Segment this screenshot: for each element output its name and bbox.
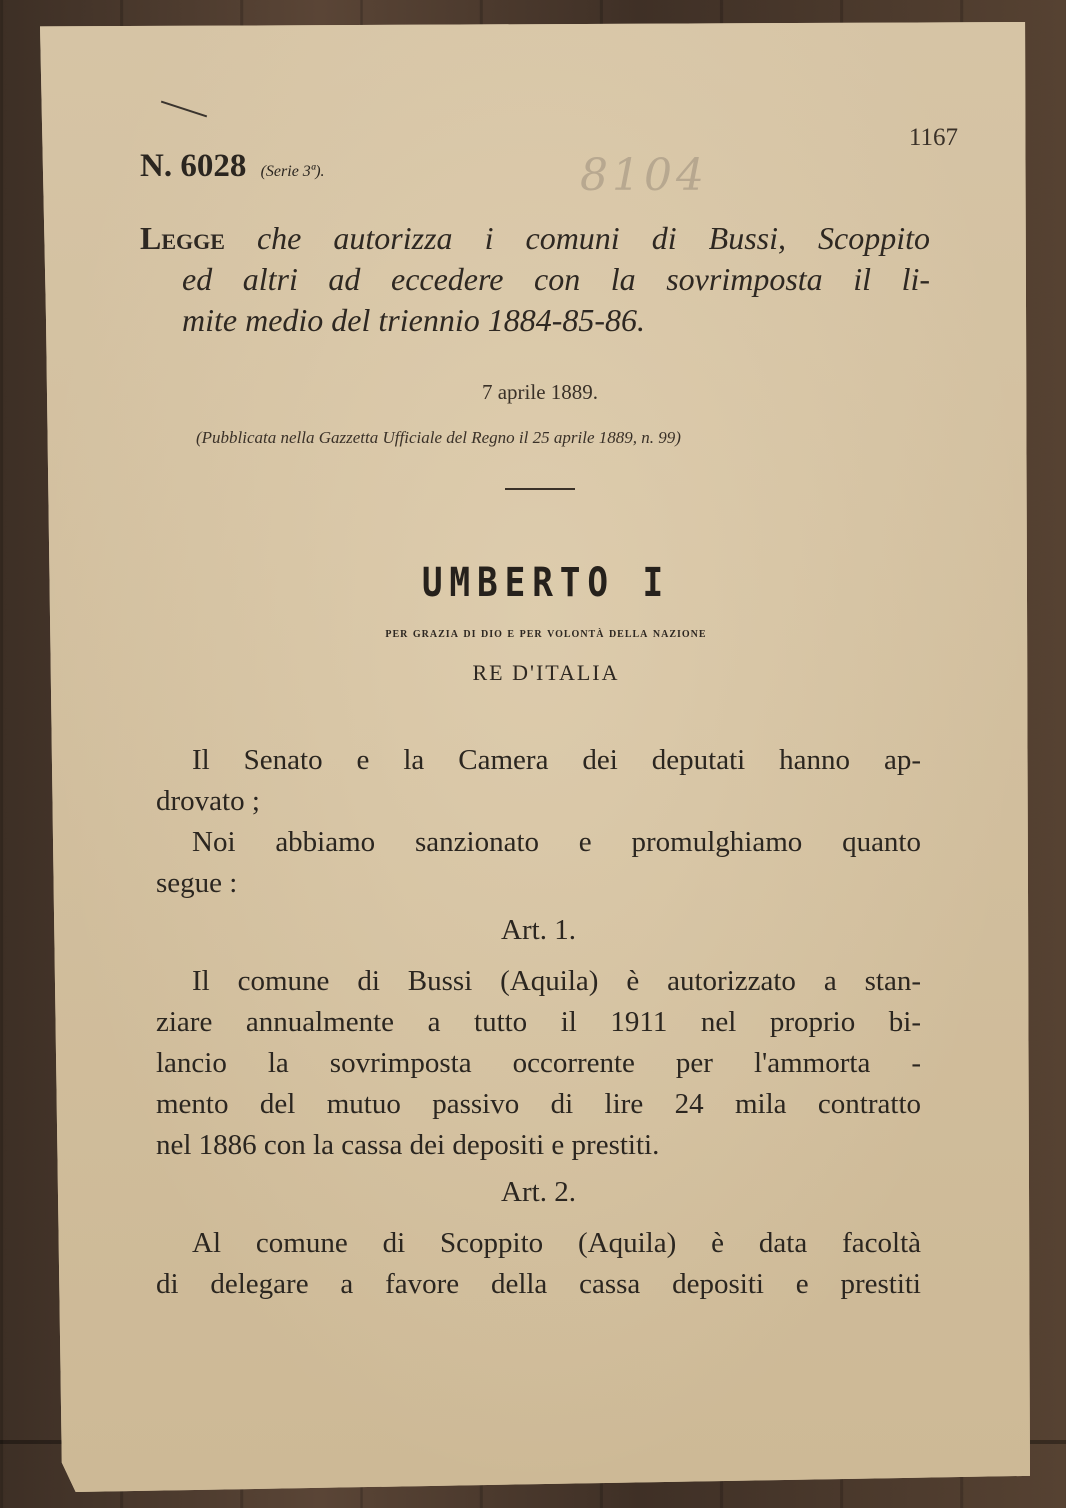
law-date: 7 aprile 1889. [481,380,599,404]
law-title-line-3: mite medio del triennio 1884-85-86. [182,302,646,338]
preamble-line: segue : [156,867,238,899]
publication-note: (Pubblicata nella Gazzetta Ufficiale del Regno il 25 aprile 1889, n. 99) [196,428,681,447]
article-1-line: ziare annualmente a tutto il 1911 nel proprio bi- [156,1006,921,1038]
preamble-line: Noi abbiamo sanzionato e promulghiamo quanto [192,826,921,858]
preamble-line: Il Senato e la Camera dei deputati hanno ap- [192,744,921,776]
article-2-line: di delegare a favore della cassa depositi e prestiti [156,1268,921,1300]
article-1-line: nel 1886 con la cassa dei depositi e prestiti. [156,1129,660,1161]
handwritten-note: 8104 [580,150,708,201]
law-body [156,740,921,1305]
law-title-line-2: ed altri ad eccedere con la sovrimposta il li- [182,261,930,297]
law-title-text-1: che autorizza i comuni di Bussi, Scoppito [256,220,930,256]
law-number: N. 6028 [140,148,247,184]
legge-prefix: Legge [140,220,225,256]
article-1-line: Il comune di Bussi (Aquila) è autorizzato a stan- [192,965,921,997]
article-1-line: lancio la sovrimposta occorrente per l'ammorta - [156,1047,921,1079]
article-2-line: Al comune di Scoppito (Aquila) è data facoltà [192,1227,921,1259]
king-name: UMBERTO I [421,560,671,606]
page-number: 1167 [908,124,958,151]
law-number-header [140,148,325,185]
article-1-heading: Art. 1. [501,914,576,946]
law-title [140,218,930,341]
law-series: (Serie 3ª). [260,163,325,180]
king-title: RE D'ITALIA [472,660,620,685]
article-1-line: mento del mutuo passivo di lire 24 mila contratto [156,1088,921,1120]
law-title-line-1 [140,218,930,259]
king-grace: per grazia di dio e per volontà della nazione [385,626,707,641]
section-divider [505,488,575,490]
article-2-heading: Art. 2. [501,1176,576,1208]
preamble-line: drovato ; [156,785,260,817]
